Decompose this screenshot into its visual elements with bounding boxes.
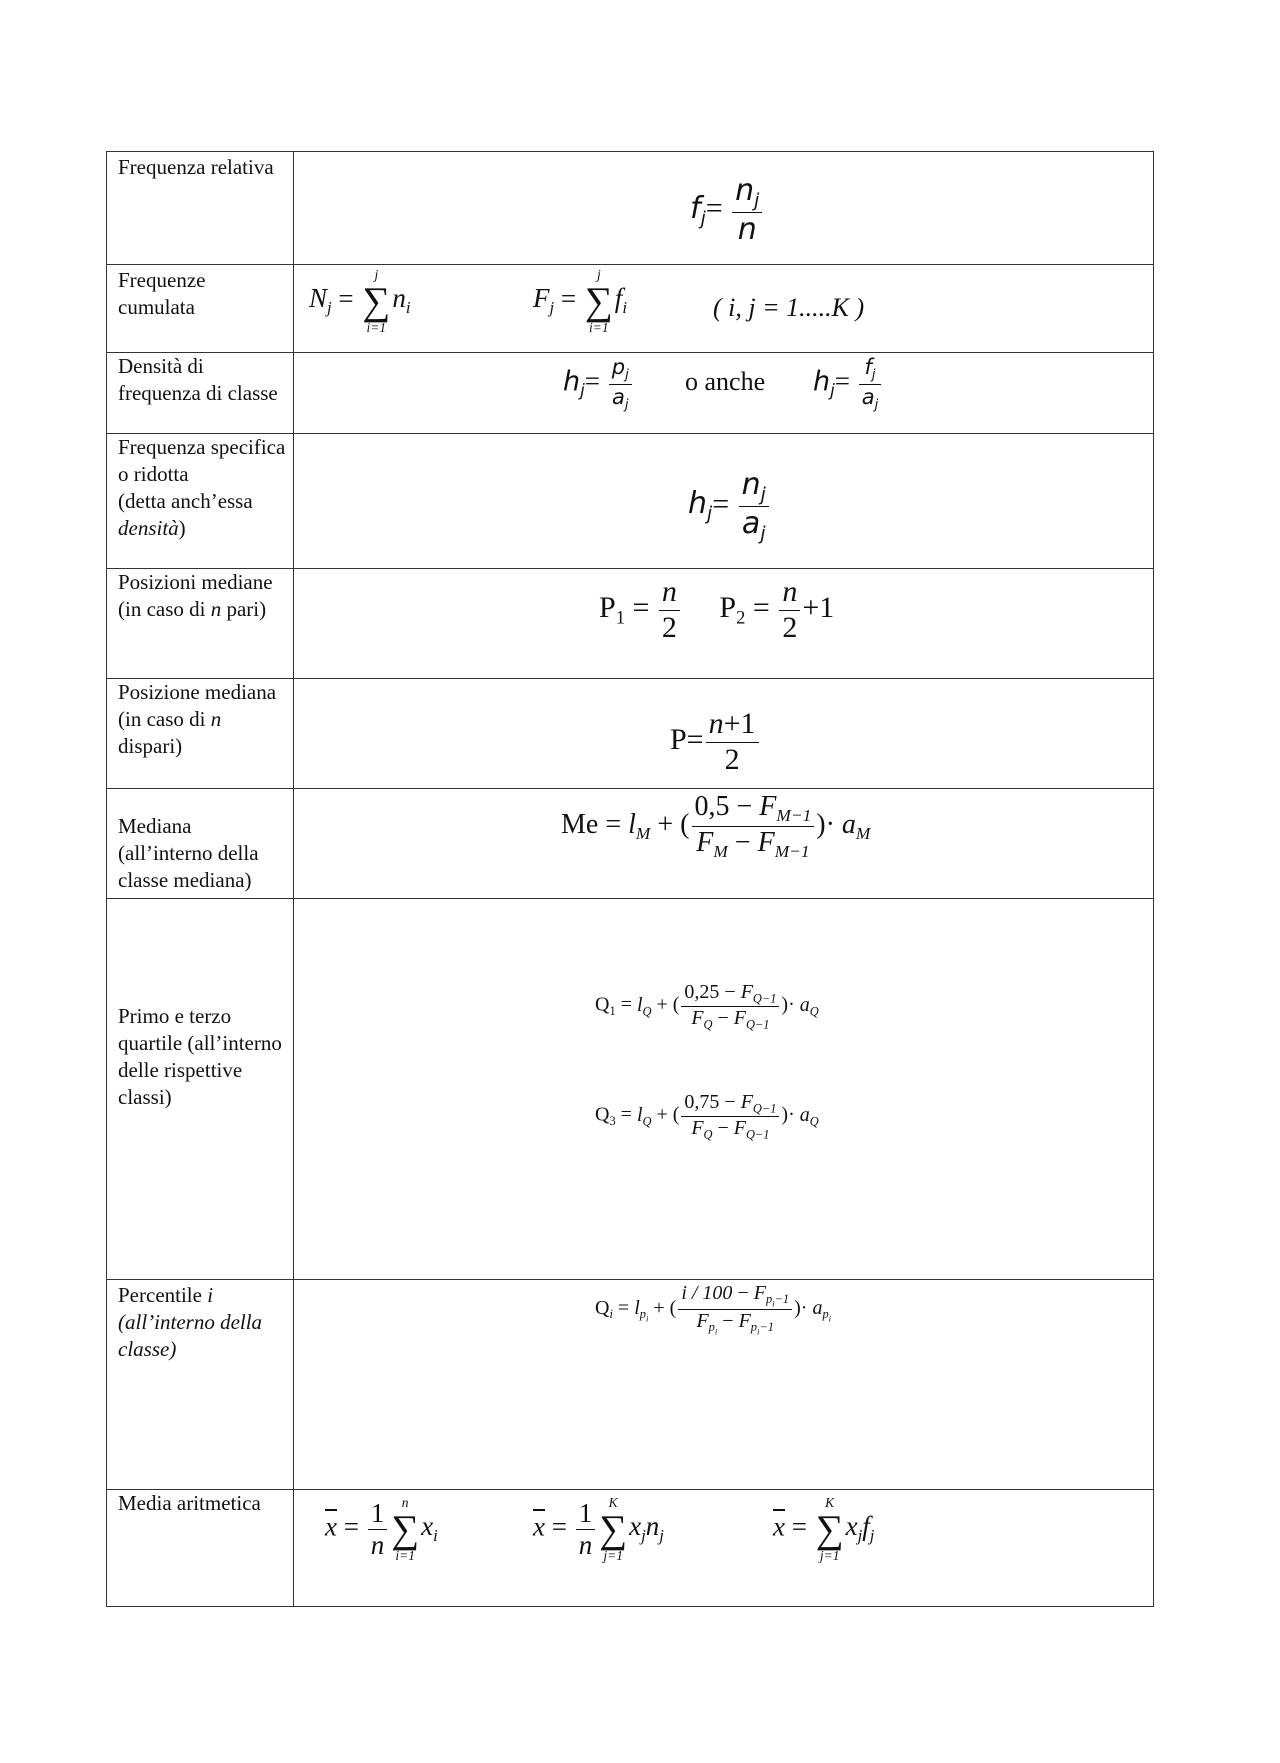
formula-cell [295, 1280, 1153, 1490]
table-row [107, 898, 1153, 1280]
table-row [107, 1279, 1153, 1490]
q3-formula: $Q_3 = l_Q$ + ( $\frac{0,75 - F_{Q-1}}{F_Q - F_{Q-1}}$ )· $a_Q$ [595, 1091, 819, 1141]
row-label: Media aritmetica [118, 1491, 261, 1515]
cumulative-absolute-formula: $N_j$ = j ∑ i=1 $n_i$ [309, 267, 411, 335]
label-italic: densità [118, 516, 179, 540]
median-positions-formula: $P_1$ = $\frac{n}{2}$ $P_2$ = $\frac{n}{2}$ +1 [599, 575, 835, 644]
median-formula: $Me = l_M$ + ( $\frac{0,5 - F_{M-1}}{F_M - F_{M-1}}$ )· $a_M$ [561, 791, 871, 862]
row-label [118, 569, 288, 623]
percentile-formula: $Q_i = l_{p_i}$ + ( $i / 100 - F_{p_i-1}$ $F_{p_i} - F_{p_i-1}$ )· $a_{p_i}$ [595, 1282, 832, 1337]
index-range: ( i, j = 1.....K ) [713, 293, 865, 322]
row-label: Frequenza relativa [118, 155, 274, 179]
label-italic: n [210, 597, 222, 621]
table-row [107, 788, 1153, 899]
mean-weighted-abs-formula: $\overline{x}$ = $\frac{1}{n}$ K ∑ j=1 $x_jn_j$ [533, 1495, 664, 1563]
label-line: (detta anch’essa [118, 489, 253, 513]
label-italic: i [207, 1283, 214, 1307]
table-row [107, 568, 1153, 679]
q1-formula: $Q_1 = l_Q$ + ( $\frac{0,25 - F_{Q-1}}{F_Q - F_{Q-1}}$ )· $a_Q$ [595, 981, 819, 1031]
q3-numerator-value: 0,75 [684, 1091, 720, 1113]
label-line: Frequenza specifica o ridotta [118, 435, 286, 486]
row-label: Primo e terzo quartile (all’interno delle rispettive classi) [118, 1004, 282, 1109]
formula-cell [295, 789, 1153, 899]
label-text: dispari) [118, 734, 183, 758]
label-text: Posizioni mediane (in caso di [118, 570, 273, 621]
formula-cell [295, 679, 1153, 789]
table-row [107, 678, 1153, 789]
percentile-numerator-value: i / 100 [681, 1282, 733, 1304]
formula-cell [295, 1490, 1153, 1609]
label-italic: (all’interno della classe) [118, 1310, 263, 1361]
formula-cell [295, 152, 1153, 264]
median-symbol: Me [561, 808, 599, 840]
formula-cell [295, 569, 1153, 679]
q1-numerator-value: 0,25 [684, 981, 720, 1003]
label-line: ) [178, 516, 186, 540]
mean-simple-formula: $\overline{x}$ = $\frac{1}{n}$ n ∑ i=1 $x_i$ [325, 1495, 438, 1563]
row-label: Frequenze cumulata [118, 268, 206, 319]
formula-cell [295, 265, 1153, 353]
density-alt-formula: $h_j=$ $\frac{f_j}{a_j}$ [813, 355, 883, 413]
label-italic: n [210, 707, 222, 731]
table-row [107, 152, 1153, 264]
relative-frequency-formula: $f_j=$ $\frac{n_j}{n}$ [690, 174, 764, 247]
label-text: pari) [221, 597, 267, 621]
density-formula: $h_j=$ $\frac{p_j}{a_j}$ [563, 355, 634, 413]
formula-cell [295, 353, 1153, 434]
row-label [118, 679, 288, 760]
mean-weighted-rel-formula: $\overline{x}$ = K ∑ j=1 $x_jf_j$ [773, 1495, 875, 1563]
table-row [107, 433, 1153, 569]
row-label: Densità di frequenza di classe [118, 354, 278, 405]
connector-text: o anche [685, 367, 766, 396]
table-row [107, 1489, 1153, 1609]
row-label [118, 1282, 288, 1363]
cumulative-relative-formula: $F_j$ = j ∑ i=1 $f_i$ [533, 267, 627, 335]
median-position-odd-formula: P= $\frac{n+1}{2}$ [670, 707, 761, 777]
label-text: Percentile [118, 1283, 208, 1307]
table-row [107, 264, 1153, 353]
formula-cell [295, 899, 1153, 1280]
median-numerator-value: 0,5 [694, 791, 730, 822]
table-row [107, 352, 1153, 434]
row-label: Mediana (all’interno della classe mediana) [118, 814, 259, 892]
row-label [118, 434, 288, 542]
specific-frequency-formula: $h_j=$ $\frac{n_j}{a_j}$ [688, 468, 771, 545]
formula-cell [295, 434, 1153, 569]
formula-table [106, 151, 1154, 1607]
label-text: Posizione mediana (in caso di [118, 680, 277, 731]
